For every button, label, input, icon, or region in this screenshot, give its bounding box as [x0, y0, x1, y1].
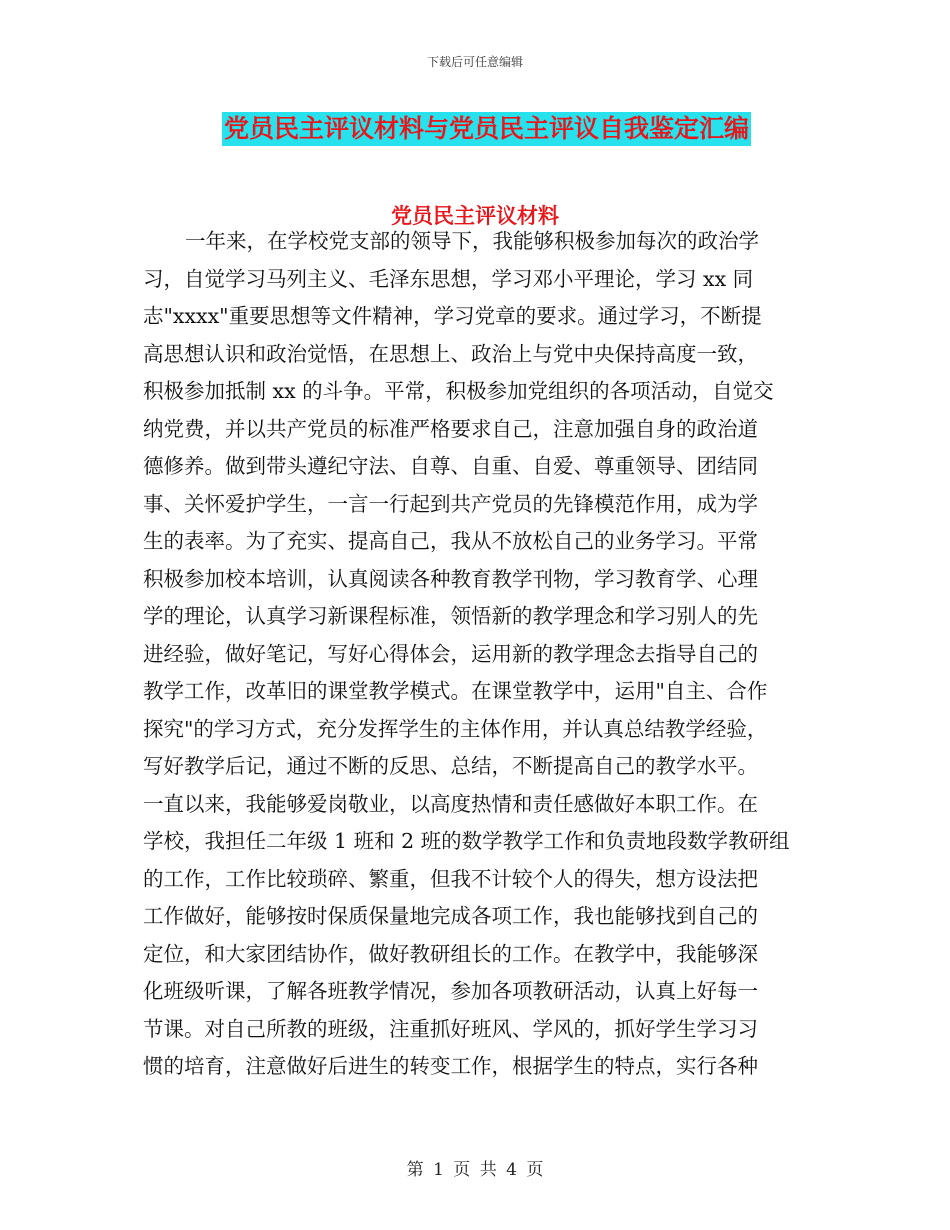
body-line: 学的理论，认真学习新课程标准，领悟新的教学理念和学习别人的先	[143, 604, 758, 628]
body-line: 生的表率。为了充实、提高自己，我从不放松自己的业务学习。平常	[143, 529, 758, 553]
body-line: 高思想认识和政治觉悟，在思想上、政治上与党中央保持高度一致，	[143, 341, 758, 366]
body-line: 积极参加校本培训，认真阅读各种教育教学刊物，学习教育学、心理	[143, 566, 758, 591]
body-line: 学校，我担任二年级 1 班和 2 班的数学教学工作和负责地段数学教研组	[143, 829, 790, 853]
body-line: 志"xxxx"重要思想等文件精神，学习党章的要求。通过学习，不断提	[143, 304, 762, 328]
body-line: 化班级听课，了解各班教学情况，参加各项教研活动，认真上好每一	[143, 979, 758, 1003]
body-line: 定位，和大家团结协作，做好教研组长的工作。在教学中，我能够深	[143, 941, 758, 966]
page-footer: 第 1 页 共 4 页	[406, 1160, 544, 1180]
body-line: 的工作，工作比较琐碎、繁重，但我不计较个人的得失，想方设法把	[143, 866, 758, 891]
body-line: 纳党费，并以共产党员的标准严格要求自己，注意加强自身的政治道	[143, 416, 758, 441]
body-line: 一直以来，我能够爱岗敬业，以高度热情和责任感做好本职工作。在	[143, 791, 758, 816]
body-line: 教学工作，改革旧的课堂教学模式。在课堂教学中，运用"自主、合作	[143, 679, 768, 703]
body-line: 工作做好，能够按时保质保量地完成各项工作，我也能够找到自己的	[143, 904, 758, 928]
body-line: 德修养。做到带头遵纪守法、自尊、自重、自爱、尊重领导、团结同	[143, 454, 758, 478]
body-line: 探究"的学习方式，充分发挥学生的主体作用，并认真总结教学经验，	[143, 716, 768, 741]
header-note: 下载后可任意编辑	[426, 55, 523, 69]
body-text	[143, 223, 805, 1086]
document-title: 党员民主评议材料与党员民主评议自我鉴定汇编	[222, 112, 751, 146]
section-title: 党员民主评议材料	[391, 204, 559, 228]
body-line: 习，自觉学习马列主义、毛泽东思想，学习邓小平理论，学习 xx 同	[143, 266, 754, 291]
body-line: 写好教学后记，通过不断的反思、总结，不断提高自己的教学水平。	[143, 754, 758, 778]
body-line: 事、关怀爱护学生，一言一行起到共产党员的先锋模范作用，成为学	[143, 491, 758, 516]
body-line: 节课。对自己所教的班级，注重抓好班风、学风的，抓好学生学习习	[143, 1016, 758, 1041]
body-line: 一年来，在学校党支部的领导下，我能够积极参加每次的政治学	[185, 229, 759, 253]
body-line: 进经验，做好笔记，写好心得体会，运用新的教学理念去指导自己的	[143, 641, 758, 666]
body-line: 积极参加抵制 xx 的斗争。平常，积极参加党组织的各项活动，自觉交	[143, 379, 774, 403]
body-line: 惯的培育，注意做好后进生的转变工作，根据学生的特点，实行各种	[143, 1054, 758, 1078]
